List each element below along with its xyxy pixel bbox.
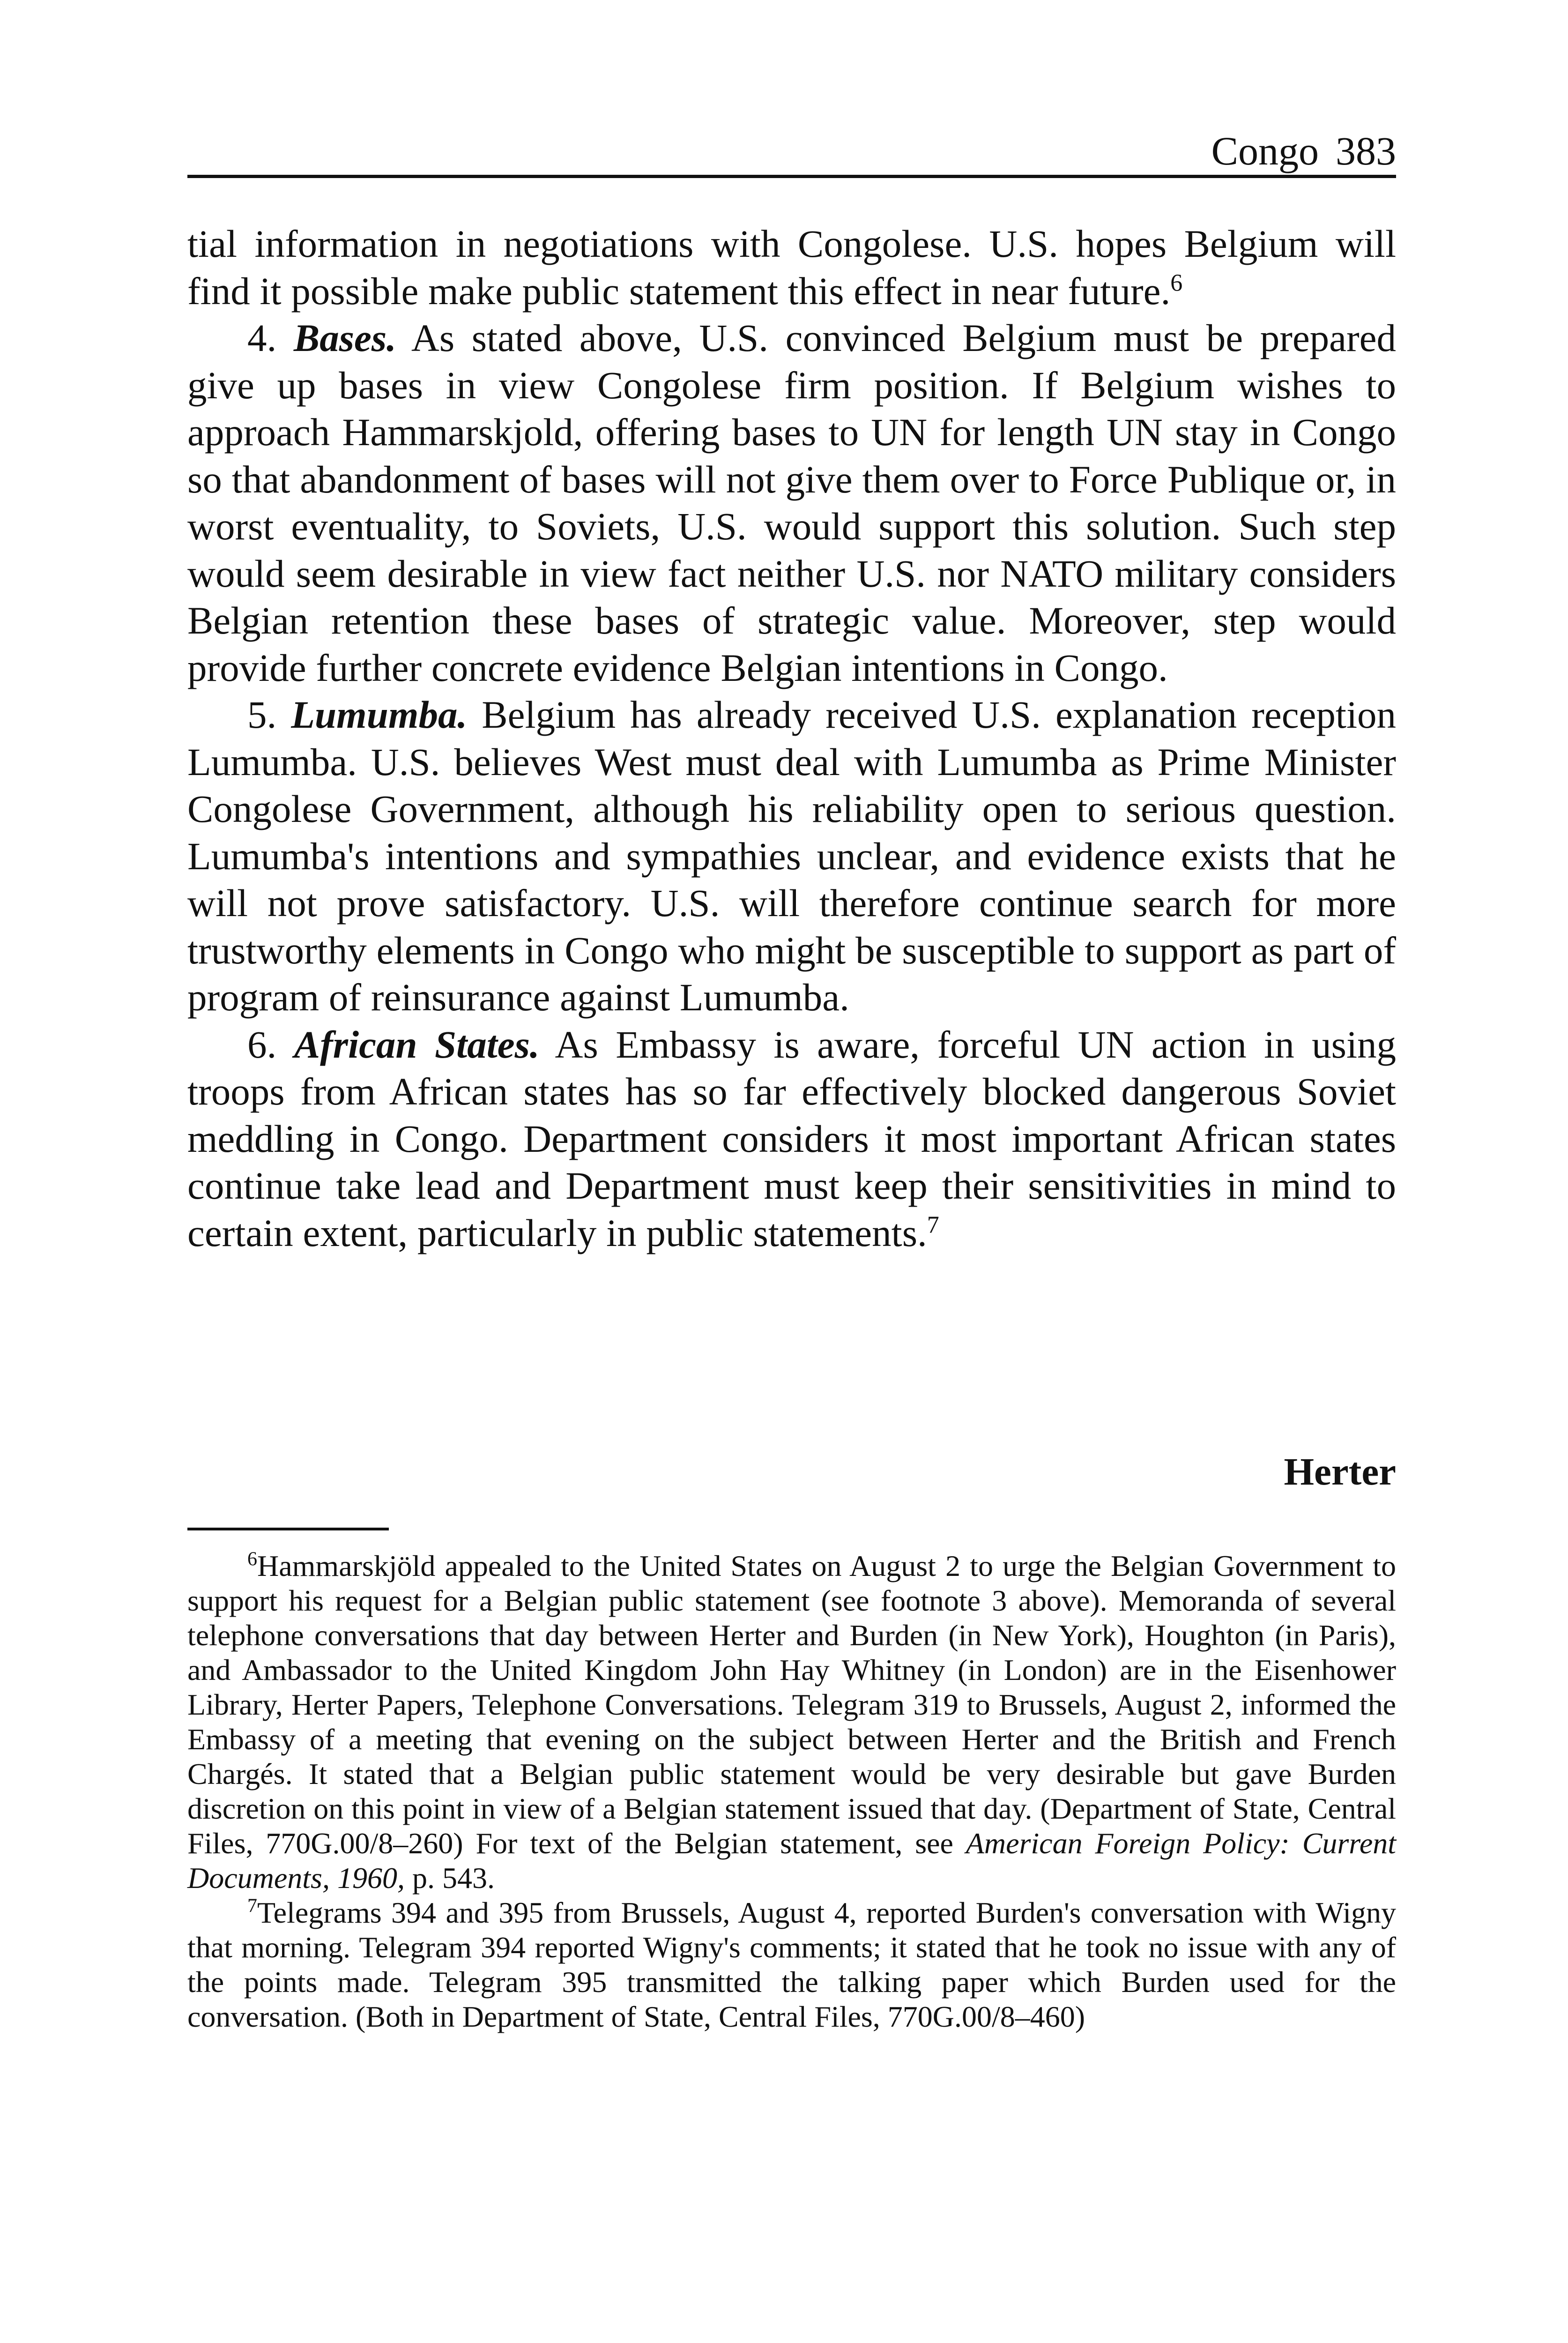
- footnote-text: p. 543.: [404, 1861, 495, 1895]
- running-title: Congo: [1211, 128, 1319, 173]
- body-text: [187, 220, 1396, 1256]
- running-head: [187, 124, 1396, 178]
- item-number: 5.: [247, 693, 291, 736]
- paragraph-african-states: [187, 1021, 1396, 1257]
- paragraph-text: As Embassy is aware, forceful UN action in using troops from African states has so far effectively blocked dangerous Soviet meddling in Congo. Department considers it most important African states continue take lead and Department must keep their sensitivities in mind to certain extent, particularly in public statements.: [187, 1022, 1397, 1254]
- item-number: 4.: [247, 316, 294, 359]
- footnote-citation-title: American Foreign Policy: Current Documents, 1960,: [187, 1827, 1397, 1895]
- footnote-mark: 7: [247, 1895, 257, 1917]
- footnote-text: Telegrams 394 and 395 from Brussels, August 4, reported Burden's conversation with Wigny that morning. Telegram 394 reported Wigny's comments; it stated that he took no issue with any of the points made. Telegram 395 transmitted the talking paper which Burden used for the conversation. (Both in Department of State, Central Files, 770G.00/8–460): [187, 1896, 1396, 2033]
- paragraph-continuation: [187, 220, 1396, 314]
- paragraph-text: tial information in negotiations with Congolese. U.S. hopes Belgium will find it possible make public statement this effect in near future.: [187, 222, 1396, 313]
- footnotes: [187, 1549, 1396, 2034]
- item-heading-african-states: African States.: [294, 1022, 540, 1066]
- paragraph-text: As stated above, U.S. convinced Belgium must be prepared give up bases in view Congolese firm position. If Belgium wishes to approach Hammarskjold, offering bases to UN for length UN stay in Congo so that abandonment of bases will not give them over to Force Publique or, in worst eventuality, to Soviets, U.S. would support this solution. Such step would seem desirable in view fact neither U.S. nor NATO military considers Belgian retention these bases of strategic value. Moreover, step would provide further concrete evidence Belgian intentions in Congo.: [187, 316, 1396, 689]
- signature: Herter: [1284, 1450, 1396, 1493]
- item-heading-bases: Bases.: [293, 316, 396, 359]
- paragraph-bases: [187, 314, 1396, 691]
- item-number: 6.: [247, 1022, 294, 1066]
- footnote-6: [187, 1549, 1396, 1895]
- footnote-7: [187, 1895, 1396, 2034]
- paragraph-lumumba: [187, 691, 1396, 1021]
- paragraph-text: Belgium has already received U.S. explanation reception Lumumba. U.S. believes West must deal with Lumumba as Prime Minister Congolese Government, although his reliability open to serious question. Lumumba's intentions and sympathies unclear, and evidence exists that he will not prove satisfactory. U.S. will therefore continue search for more trustworthy elements in Congo who might be susceptible to support as part of program of reinsurance against Lumumba.: [187, 693, 1396, 1019]
- footnote-divider: [187, 1528, 389, 1530]
- footnote-ref-7: 7: [927, 1211, 939, 1238]
- page-number: 383: [1336, 128, 1396, 173]
- footnote-mark: 6: [247, 1548, 257, 1570]
- item-heading-lumumba: Lumumba.: [291, 693, 468, 736]
- footnote-text: Hammarskjöld appealed to the United States on August 2 to urge the Belgian Government to support his request for a Belgian public statement (see footnote 3 above). Memoranda of several telephone conversations that day between Herter and Burden (in New York), Houghton (in Paris), and Ambassador to the United Kingdom John Hay Whitney (in London) are in the Eisenhower Library, Herter Papers, Telephone Conversations. Telegram 319 to Brussels, August 2, informed the Embassy of a meeting that evening on the subject between Herter and the British and French Chargés. It stated that a Belgian public statement would be very desirable but gave Burden discretion on this point in view of a Belgian statement issued that day. (Department of State, Central Files, 770G.00/8–260) For text of the Belgian statement, see: [187, 1549, 1396, 1860]
- footnote-ref-6: 6: [1170, 269, 1183, 296]
